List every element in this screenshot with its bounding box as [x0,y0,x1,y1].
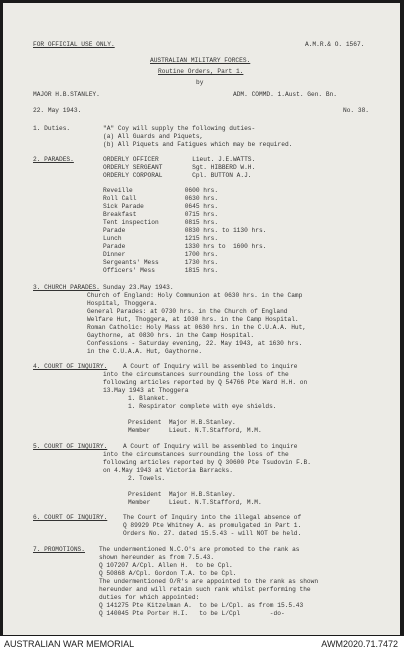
item-6-heading: 6. COURT OF INQUIRY. [33,514,108,521]
schedule-row: Lunch 1215 hrs. [103,235,219,242]
item-3-line: Sunday 23.May 1943. [103,284,174,291]
item-7-line: hereunder and will retain such rank whilst performing the [99,586,311,593]
item-4-president: President Major H.B.Stanley. [128,419,236,426]
archive-footer [0,636,404,653]
schedule-row: Breakfast 0715 hrs. [103,211,219,218]
item-4-line: 1. Respirator complete with eye shields. [128,403,277,410]
item-4-line: A Court of Inquiry will be assembled to inquire [123,363,298,370]
item-5-member: Member Lieut. N.T.Stafford, M.M. [128,499,262,506]
item-4-line: 1. Blanket. [128,395,169,402]
promotion-row: Q 50868 A/Cpl. Gordon T.A. to be Cpl. [99,570,237,577]
item-6-line: Q 89929 Pte Whitney A. as promulgated in Part 1. [123,522,302,529]
item-3-line: Roman Catholic: Holy Mass at 0630 hrs. in the C.U.A.A. Hut, [87,324,307,331]
item-1-line: (b) All Piquets and Fatigues which may be required. [103,141,293,148]
schedule-row: Parade 0830 hrs. to 1130 hrs. [103,227,267,234]
item-7-line: shown hereunder as from 7.5.43. [99,554,215,561]
form-reference: A.M.R.& O. 1567. [305,41,365,48]
schedule-row: Sick Parade 0645 hrs. [103,203,219,210]
item-1-line: "A" Coy will supply the following duties- [103,125,256,132]
item-3-line: Church of England: Holy Communion at 0630 hrs. in the Camp [87,292,303,299]
document-title: Routine Orders, Part 1. [158,68,244,75]
item-5-line: following articles reported by Q 30600 Pte Tsudovin F.B. [103,459,311,466]
item-7-line: The undermentioned O/R's are appointed to the rank as shown [99,578,319,585]
item-4-heading: 4. COURT OF INQUIRY. [33,363,108,370]
schedule-row: Roll Call 0630 hrs. [103,195,219,202]
archive-name: AUSTRALIAN WAR MEMORIAL [4,639,135,649]
item-3-line: Confessions - Saturday evening, 22. May 1943, at 1630 hrs. [87,340,303,347]
order-date: 22. May 1943. [33,107,82,114]
item-4-line: 13.May 1943 at Thoggera [103,387,189,394]
schedule-row: Reveille 0600 hrs. [103,187,219,194]
item-3-line: Gaythorne, at 0830 hrs. in the Camp Hospital. [87,332,255,339]
schedule-row: Parade 1330 hrs to 1600 hrs. [103,243,267,250]
schedule-row: Sergeants' Mess 1730 hrs. [103,259,219,266]
command-designation: ADM. COMMD. 1.Aust. Gen. Bn. [233,91,337,98]
item-5-president: President Major H.B.Stanley. [128,491,236,498]
order-number: No. 38. [343,107,369,114]
by-line: by [196,79,204,86]
item-7-heading: 7. PROMOTIONS. [33,546,85,553]
item-4-line: following articles reported by Q 54766 Pte Ward H.H. on [103,379,308,386]
item-1-heading: 1. Duties. [33,125,71,132]
item-6-line: Orders No. 27. dated 15.5.43 - will NOT be held. [123,530,302,537]
item-7-line: duties for which appointed: [99,594,200,601]
schedule-row: Dinner 1700 hrs. [103,251,219,258]
item-1-line: (a) All Guards and Piquets, [103,133,204,140]
item-7-line: The undermentioned N.C.O's are promoted to the rank as [99,546,300,553]
item-3-heading: 3. CHURCH PARADES. [33,284,100,291]
item-3-line: General Parades: at 0730 hrs. in the Church of England [87,308,288,315]
duty-corporal-line: ORDERLY CORPORAL Cpl. BUTTON A.J. [103,172,252,179]
item-5-heading: 5. COURT OF INQUIRY. [33,443,108,450]
unit-title: AUSTRALIAN MILITARY FORCES. [150,57,251,64]
schedule-row: Tent inspection 0815 hrs. [103,219,219,226]
item-3-line: Welfare Hut, Thoggera, at 1030 hrs. in the Camp Hospital. [87,316,299,323]
duty-officer-line: ORDERLY OFFICER Lieut. J.E.WATTS. [103,156,256,163]
item-3-line: Hospital, Thoggera. [87,300,158,307]
item-5-line: 2. Towels. [128,475,166,482]
item-5-line: on 4.May 1943 at Victoria Barracks. [103,467,233,474]
item-5-line: into the circumstances surrounding the loss of the [103,451,289,458]
item-4-member: Member Lieut. N.T.Stafford, M.M. [128,427,262,434]
appointment-row: Q 141275 Pte Kitzelman A. to be L/Cpl. as from 15.5.43 [99,602,304,609]
duty-sergeant-line: ORDERLY SERGEANT Sgt. HIBBERD W.H. [103,164,256,171]
document-page [3,3,400,635]
item-3-line: in the C.U.A.A. Hut, Gaythorne. [87,348,203,355]
appointment-row: Q 140045 Pte Porter H.I. to be L/Cpl -do- [99,610,285,617]
promotion-row: Q 107207 A/Cpl. Allen H. to be Cpl. [99,562,233,569]
item-4-line: into the circumstances surrounding the loss of the [103,371,289,378]
item-5-line: A Court of Inquiry will be assembled to inquire [123,443,298,450]
schedule-row: Officers' Mess 1815 hrs. [103,267,219,274]
classification-marking: FOR OFFICIAL USE ONLY. [33,41,115,48]
archive-reference: AWM2020.71.7472 [321,639,398,649]
commander-name: MAJOR H.B.STANLEY. [33,91,100,98]
item-6-line: The Court of Inquiry into the illegal absence of [123,514,302,521]
item-2-heading: 2. PARADES. [33,156,74,163]
